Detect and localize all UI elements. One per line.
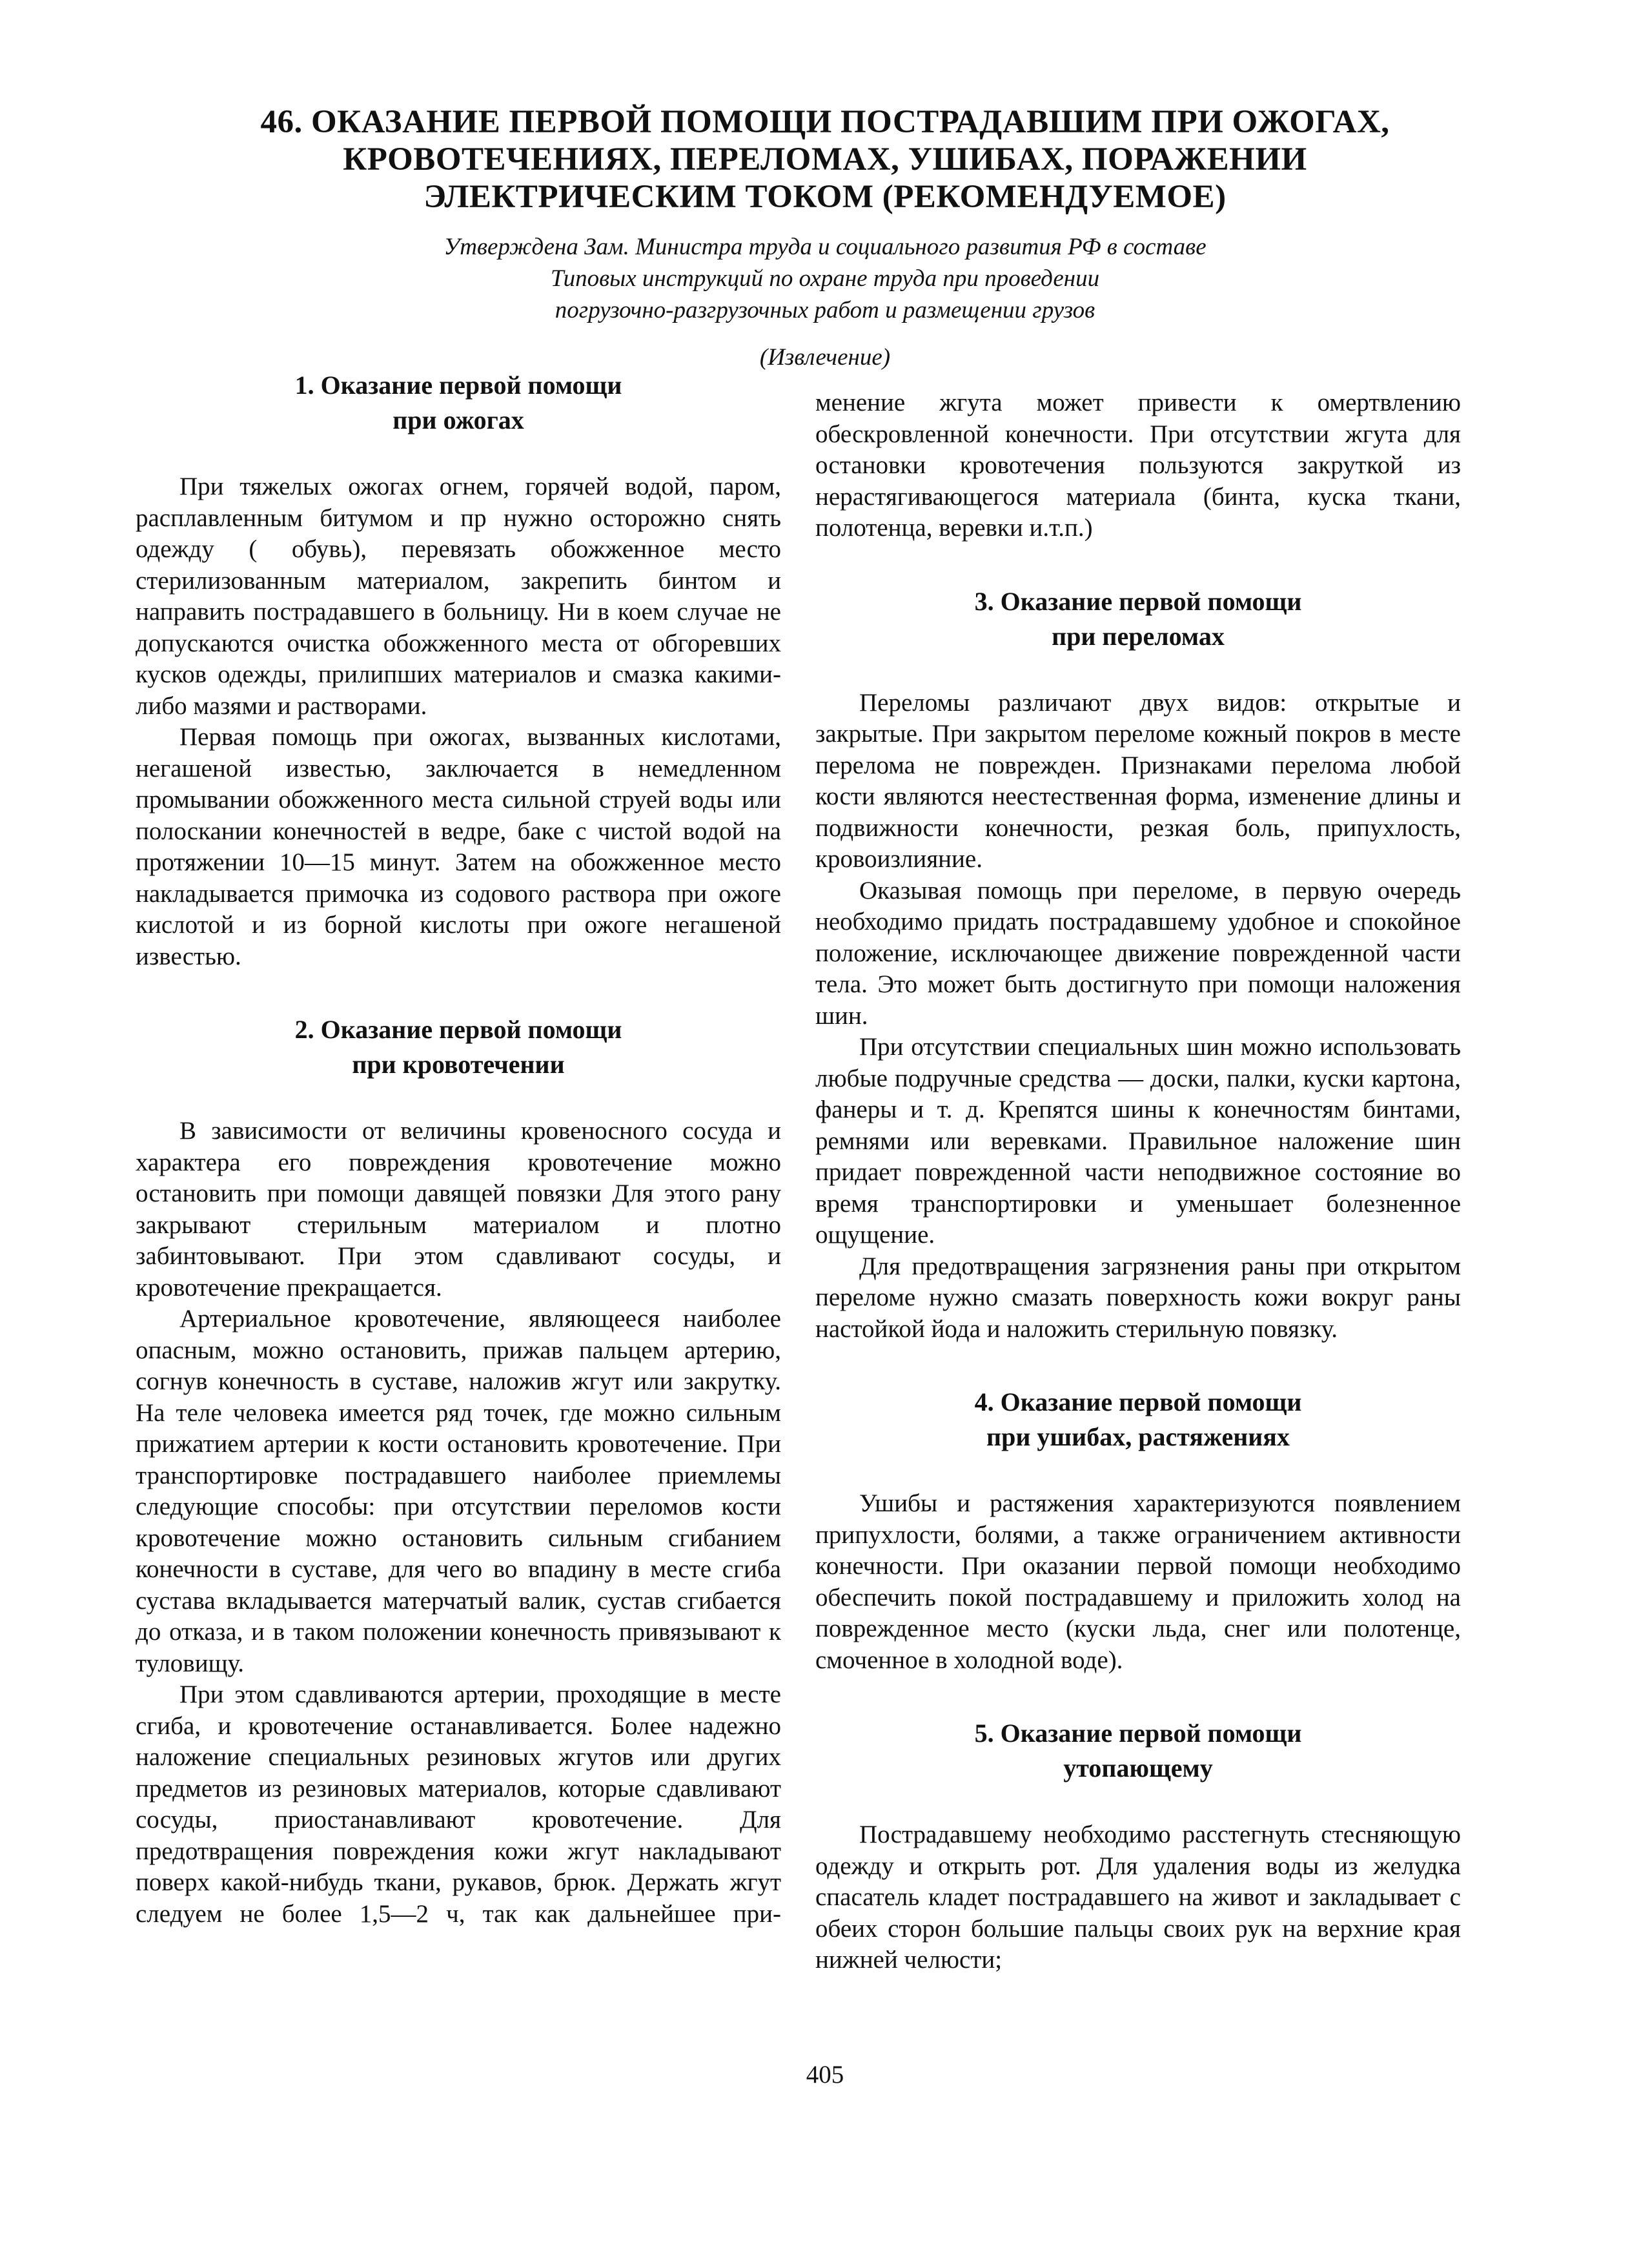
page-number: 405 bbox=[806, 2061, 844, 2089]
left-column bbox=[136, 368, 781, 1930]
title-line: КРОВОТЕЧЕНИЯХ, ПЕРЕЛОМАХ, УШИБАХ, ПОРАЖЕНИИ bbox=[343, 141, 1307, 178]
section-title-line: 5. Оказание первой помощи bbox=[974, 1719, 1302, 1748]
approval-line: Утверждена Зам. Министра труда и социального развития РФ в составе bbox=[443, 234, 1207, 260]
right-column bbox=[815, 387, 1461, 1976]
paragraph: Для предотвращения загрязнения раны при открытом переломе нужно смазать поверхность кожи вокруг раны настойкой йода и наложить стерильную повязку. bbox=[815, 1252, 1461, 1343]
section-fractures bbox=[815, 584, 1461, 1345]
spacer bbox=[815, 1455, 1461, 1488]
title-line: ЭЛЕКТРИЧЕСКИМ ТОКОМ (РЕКОМЕНДУЕМОЕ) bbox=[423, 179, 1227, 215]
spacer bbox=[815, 1676, 1461, 1716]
spacer bbox=[815, 1786, 1461, 1819]
paragraph: Артериальное кровотечение, являющееся наиболее опасным, можно остановить, прижав пальцем артерию, согнув конечность в суставе, наложив жгут или закрутку. На теле человека имеется ряд точек, где можно сильным прижатием артерии к кости остановить кровотечение. При транспортировке пострадавшего наиболее приемлемы следующие способы: при отсутствии переломов кости кровотечение можно остановить сильным сгибанием конечности в суставе, для чего во впадину в месте сгиба сустава вкладывается матерчатый валик, сустав сгибается до отказа, и в таком положении конечность привязывают к туловищу. bbox=[136, 1305, 781, 1677]
document-title bbox=[194, 103, 1456, 216]
spacer bbox=[136, 972, 781, 1012]
section-title bbox=[136, 1012, 781, 1082]
spacer bbox=[815, 1345, 1461, 1385]
section-title bbox=[815, 1716, 1461, 1786]
approval-line: Типовых инструкций по охране труда при проведении bbox=[550, 265, 1100, 292]
section-title-line: при ожогах bbox=[392, 405, 524, 434]
paragraph-continued: При этом сдавливаются артерии, проходящие в месте сгиба, и кровотечение останавливается. Более надежно наложение специальных резиновых жгутов или других предметов из резиновых материалов, которые сдавливают сосуды, приостанавливают кровотечение. Для предотвращения повреждения кожи жгут накладывают поверх какой-нибудь ткани, рукавов, брюк. Держать жгут следуем не более 1,5—2 ч, так как дальнейшее при- bbox=[136, 1681, 781, 1928]
section-title-line: 4. Оказание первой помощи bbox=[974, 1387, 1302, 1416]
spacer bbox=[815, 544, 1461, 584]
section-title-line: 2. Оказание первой помощи bbox=[294, 1015, 622, 1044]
paragraph: Ушибы и растяжения характеризуются появлением припухлости, болями, а также ограничением активности конечности. При оказании первой помощи необходимо обеспечить покой пострадавшему и приложить холод на поврежденное место (куски льда, снег или полотенце, смоченное в холодной воде). bbox=[815, 1489, 1461, 1674]
approval-note bbox=[258, 231, 1392, 326]
section-title bbox=[136, 368, 781, 438]
paragraph: Пострадавшему необходимо расстегнуть стесняющую одежду и открыть рот. Для удаления воды из желудка спасатель кладет пострадавшего на живот и закладывает с обеих сторон большие пальцы своих рук на верхние края нижней челюсти; bbox=[815, 1821, 1461, 1974]
section-title-line: 3. Оказание первой помощи bbox=[974, 586, 1302, 616]
section-bruises bbox=[815, 1385, 1461, 1676]
section-burns bbox=[136, 368, 781, 972]
extract-note: (Извлечение) bbox=[759, 344, 891, 371]
spacer bbox=[136, 1082, 781, 1116]
paragraph: При тяжелых ожогах огнем, горячей водой, паром, расплавленным битумом и пр нужно осторожно снять одежду ( обувь), перевязать обожженное место стерилизованным материалом, закрепить бинтом и направить пострадавшего в больницу. Ни в коем случае не допускаются очистка обожженного места от обгоревших кусков одежды, прилипших материалов и смазка какими-либо мазями и растворами. bbox=[136, 473, 781, 720]
paragraph-continuation: менение жгута может привести к омертвлению обескровленной конечности. При отсутствии жгута для остановки кровотечения пользуются закруткой из нерастягивающегося материала (бинта, куска ткани, полотенца, веревки и.т.п.) bbox=[815, 389, 1461, 542]
paragraph: В зависимости от величины кровеносного сосуда и характера его повреждения кровотечение можно остановить при помощи давящей повязки Для этого рану закрывают стерильным материалом и плотно забинтовывают. При этом сдавливают сосуды, и кровотечение прекращается. bbox=[136, 1117, 781, 1302]
spacer bbox=[136, 438, 781, 471]
spacer bbox=[815, 654, 1461, 688]
section-title-line: при ушибах, растяжениях bbox=[986, 1422, 1290, 1451]
paragraph: При отсутствии специальных шин можно использовать любые подручные средства — доски, палки, куски картона, фанеры и т. д. Крепятся шины к конечностям бинтами, ремнями или веревками. Правильное наложение шин придает поврежденной части неподвижное состояние во время транспортировки и уменьшает болезненное ощущение. bbox=[815, 1033, 1461, 1249]
section-title-line: при переломах bbox=[1052, 621, 1225, 651]
title-line: 46. ОКАЗАНИЕ ПЕРВОЙ ПОМОЩИ ПОСТРАДАВШИМ ПРИ ОЖОГАХ, bbox=[260, 104, 1390, 140]
section-drowning bbox=[815, 1716, 1461, 1976]
section-title bbox=[815, 1385, 1461, 1455]
section-title-line: утопающему bbox=[1063, 1753, 1213, 1783]
section-title bbox=[815, 584, 1461, 654]
section-bleeding bbox=[136, 1012, 781, 1930]
paragraph: Оказывая помощь при переломе, в первую очередь необходимо придать пострадавшему удобное и спокойное положение, исключающее движение поврежденной части тела. Это может быть достигнуто при помощи наложения шин. bbox=[815, 876, 1461, 1030]
section-title-line: 1. Оказание первой помощи bbox=[294, 371, 622, 400]
approval-line: погрузочно-разгрузочных работ и размещении грузов bbox=[555, 297, 1095, 323]
paragraph: Первая помощь при ожогах, вызванных кислотами, негашеной известью, заключается в немедленном промывании обожженного места сильной струей воды или полоскании конечностей в ведре, баке с чистой водой на протяжении 10—15 минут. Затем на обожженное место накладывается примочка из содового раствора при ожоге кислотой и из борной кислоты при ожоге негашеной известью. bbox=[136, 723, 781, 970]
section-title-line: при кровотечении bbox=[352, 1050, 565, 1079]
paragraph: Переломы различают двух видов: открытые и закрытые. При закрытом переломе кожный покров в месте перелома не поврежден. Признаками перелома любой кости являются неестественная форма, изменение длины и подвижности конечности, резкая боль, припухлость, кровоизлияние. bbox=[815, 688, 1461, 873]
